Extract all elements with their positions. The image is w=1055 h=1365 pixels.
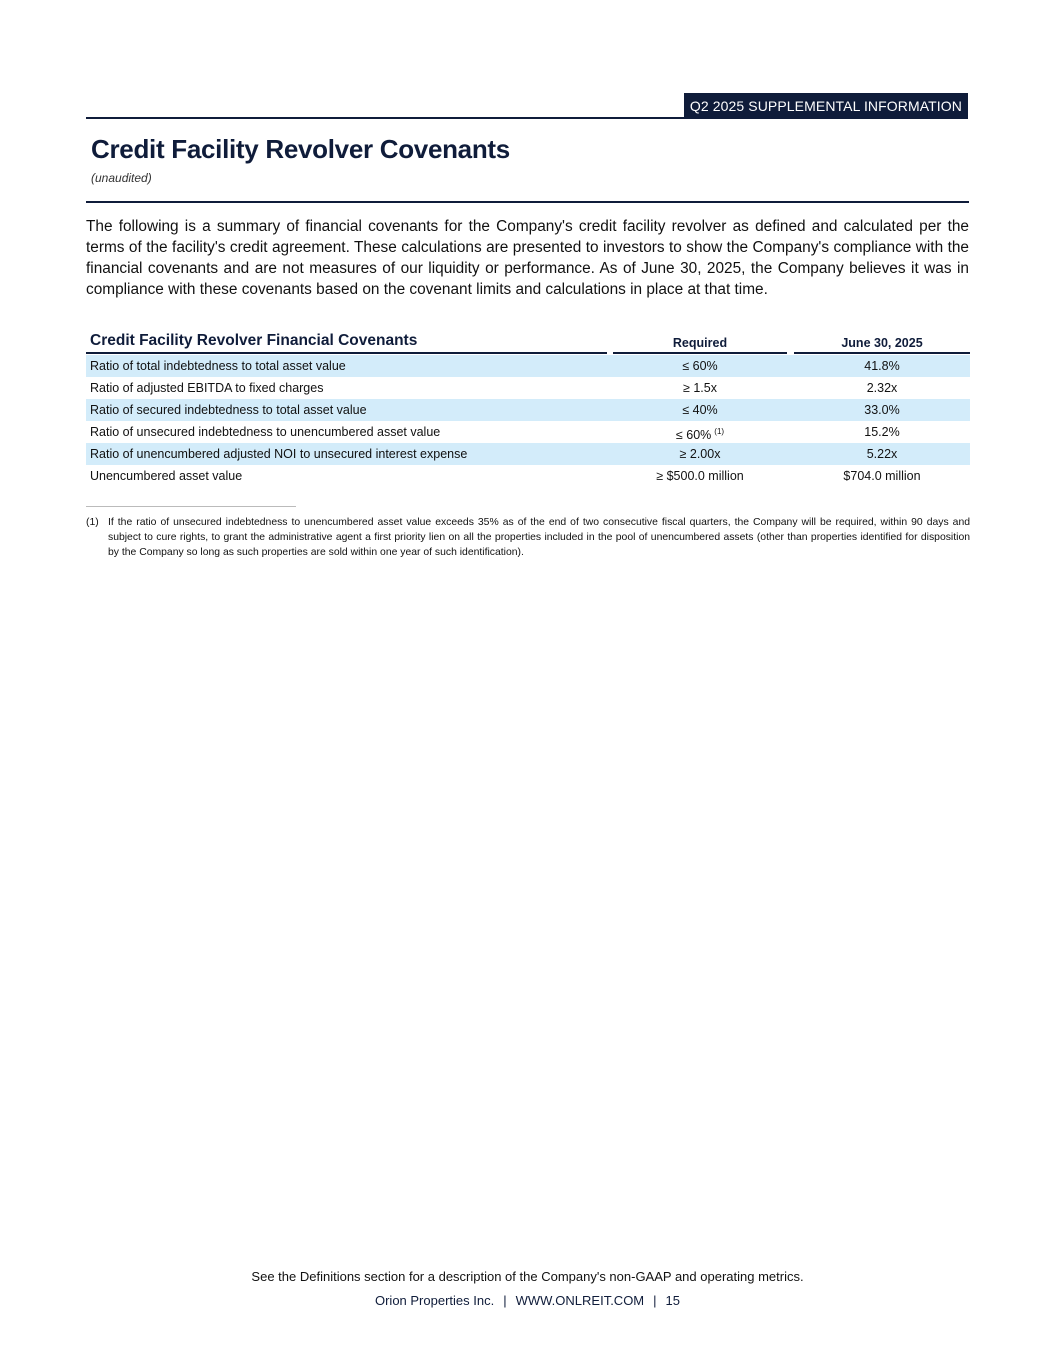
footnote-marker: (1) bbox=[86, 517, 99, 528]
footnote-text: If the ratio of unsecured indebtedness to unencumbered asset value exceeds 35% as of the end of two consecutive fiscal quarters, the Company will be required, within 90 days and subject to cure rights, to grant the administrative agent a first priority lien on all the properties included in the pool of unencumbered assets (other than properties identified for disposition by the Company so long as such properties are sold within one year of such identification). bbox=[108, 517, 970, 558]
page-number: 15 bbox=[665, 1293, 680, 1308]
row-label: Ratio of total indebtedness to total asset value bbox=[90, 359, 346, 373]
row-required: ≥ $500.0 million bbox=[656, 469, 744, 483]
header-underline bbox=[794, 352, 970, 354]
covenants-table bbox=[86, 330, 970, 487]
footer-note: See the Definitions section for a description of the Company's non-GAAP and operating metrics. bbox=[251, 1269, 804, 1284]
table-row bbox=[86, 399, 970, 421]
title-rule bbox=[86, 201, 969, 203]
row-label: Ratio of secured indebtedness to total asset value bbox=[90, 403, 367, 417]
header-tag: Q2 2025 SUPPLEMENTAL INFORMATION bbox=[684, 93, 968, 119]
row-label: Ratio of unencumbered adjusted NOI to unsecured interest expense bbox=[90, 447, 468, 461]
table-row bbox=[86, 421, 970, 443]
header-underline bbox=[613, 352, 787, 354]
footnote bbox=[86, 515, 970, 560]
column-header-date: June 30, 2025 bbox=[841, 336, 923, 350]
footer-website-link[interactable]: WWW.ONLREIT.COM bbox=[515, 1293, 645, 1308]
table-heading: Credit Facility Revolver Financial Covenants bbox=[90, 332, 418, 349]
footnote-divider bbox=[86, 506, 296, 507]
footer-separator: | bbox=[503, 1293, 507, 1308]
table-row bbox=[86, 377, 970, 399]
column-header-required: Required bbox=[672, 336, 728, 350]
row-value: 33.0% bbox=[864, 403, 900, 417]
footnote-reference: (1) bbox=[714, 427, 725, 436]
row-value: 41.8% bbox=[864, 359, 900, 373]
footer-company: Orion Properties Inc. bbox=[374, 1293, 495, 1308]
page-title: Credit Facility Revolver Covenants bbox=[91, 134, 510, 164]
table-header bbox=[86, 330, 970, 355]
table-row bbox=[86, 355, 970, 377]
intro-paragraph: The following is a summary of financial covenants for the Company's credit facility revolver as defined and calculated per the terms of the facility's credit agreement. These calculations are presented to investors to show the Company's compliance with the financial covenants and are not measures of our liquidity or performance. As of June 30, 2025, the Company believes it was in compliance with these covenants based on the covenant limits and calculations in place at that time. bbox=[86, 218, 969, 298]
row-required: ≤ 60% $^{(1)}$ bbox=[675, 427, 725, 442]
page-subtitle: (unaudited) bbox=[91, 171, 152, 185]
header-underline bbox=[86, 352, 607, 354]
row-required: ≥ 2.00x bbox=[679, 447, 721, 461]
table-row bbox=[86, 443, 970, 465]
row-value: 15.2% bbox=[864, 425, 900, 439]
footer-separator: | bbox=[653, 1293, 657, 1308]
footer-line bbox=[0, 1293, 1055, 1308]
row-value: $704.0 million bbox=[843, 469, 921, 483]
row-value: 5.22x bbox=[866, 447, 898, 461]
row-required: ≥ 1.5x bbox=[683, 381, 717, 395]
row-required: ≤ 60% bbox=[682, 359, 718, 373]
row-value: 2.32x bbox=[866, 381, 898, 395]
row-label: Ratio of adjusted EBITDA to fixed charges bbox=[90, 381, 324, 395]
table-row bbox=[86, 465, 970, 487]
row-label: Unencumbered asset value bbox=[90, 469, 243, 483]
row-label: Ratio of unsecured indebtedness to unencumbered asset value bbox=[90, 425, 441, 439]
row-required: ≤ 40% bbox=[682, 403, 718, 417]
